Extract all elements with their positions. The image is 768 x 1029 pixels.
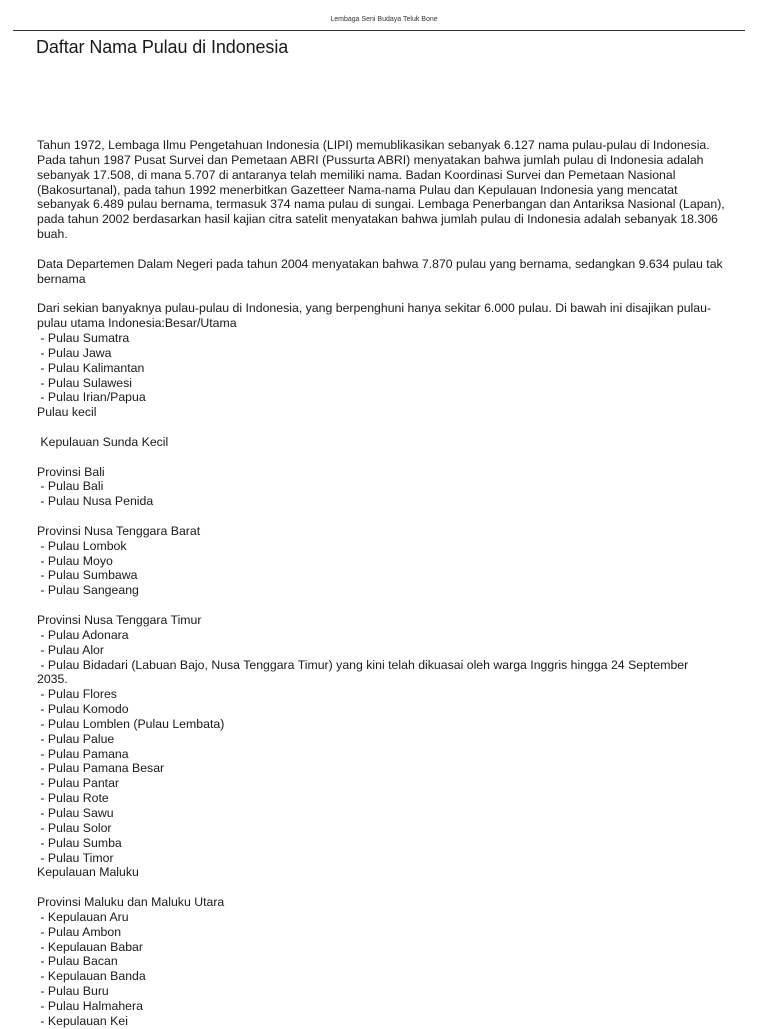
- list-item: - Pulau Rote: [37, 791, 109, 806]
- document-title: Daftar Nama Pulau di Indonesia: [36, 37, 289, 57]
- section-heading: 2035.: [37, 672, 68, 687]
- list-item: - Pulau Bacan: [37, 954, 118, 969]
- statistics-paragraph: Data Departemen Dalam Negeri pada tahun 2004 menyatakan bahwa 7.870 pulau yang bernama, sedangkan 9.634 pulau tak bernama: [37, 256, 723, 286]
- section-heading: Kepulauan Maluku: [37, 865, 139, 880]
- main-islands-intro: Dari sekian banyaknya pulau-pulau di Indonesia, yang berpenghuni hanya sekitar 6.000 pulau. Di bawah ini disajikan pulau-pulau utama Indonesia:Besar/Utama: [37, 301, 712, 331]
- list-item: - Pulau Nusa Penida: [37, 494, 154, 509]
- blank-line: [37, 880, 727, 895]
- list-item: - Kepulauan Babar: [37, 939, 143, 954]
- list-item: - Pulau Pantar: [37, 776, 120, 791]
- list-item: - Pulau Adonara: [37, 627, 129, 642]
- list-item: - Pulau Sumba: [37, 835, 122, 850]
- list-item: - Pulau Sumatra: [37, 330, 130, 345]
- section-heading: Kepulauan Sunda Kecil: [37, 434, 169, 449]
- list-item: - Pulau Alor: [37, 642, 104, 657]
- document-body: [37, 138, 727, 1029]
- list-item: - Kepulauan Aru: [37, 909, 129, 924]
- list-item: - Pulau Kalimantan: [37, 360, 145, 375]
- list-item: - Pulau Timor: [37, 850, 114, 865]
- list-item: - Pulau Palue: [37, 731, 115, 746]
- list-item: - Pulau Solor: [37, 820, 112, 835]
- list-item: - Pulau Jawa: [37, 345, 112, 360]
- list-item: - Kepulauan Kei: [37, 1013, 128, 1028]
- list-item: - Pulau Halmahera: [37, 998, 143, 1013]
- list-item: - Pulau Bali: [37, 479, 104, 494]
- list-item: - Pulau Sulawesi: [37, 375, 133, 390]
- blank-line: [37, 420, 727, 435]
- list-item: - Pulau Lombok: [37, 538, 127, 553]
- list-item: - Pulau Moyo: [37, 553, 113, 568]
- list-item: - Pulau Bidadari (Labuan Bajo, Nusa Tenggara Timur) yang kini telah dikuasai oleh warga Inggris hingga 24 September: [37, 657, 689, 672]
- list-item: - Pulau Sawu: [37, 805, 114, 820]
- section-heading: Provinsi Maluku dan Maluku Utara: [37, 895, 225, 910]
- list-item: - Pulau Sangeang: [37, 583, 139, 598]
- section-heading: Provinsi Nusa Tenggara Timur: [37, 613, 202, 627]
- intro-paragraph: Tahun 1972, Lembaga Ilmu Pengetahuan Indonesia (LIPI) memublikasikan sebanyak 6.127 nama pulau-pulau di Indonesia. Pada tahun 1987 Pusat Survei dan Pemetaan ABRI (Pussurta ABRI) menyatakan bahwa jumlah pulau di Indonesia adalah sebanyak 17.508, di mana 5.707 di antaranya telah memiliki nama. Badan Koordinasi Survei dan Pemetaan Nasional (Bakosurtanal), pada tahun 1992 menerbitkan Gazetteer Nama-nama Pulau dan Kepulauan Indonesia yang mencatat sebanyak 6.489 pulau bernama, termasuk 374 nama pulau di sungai. Lembaga Penerbangan dan Antariksa Nasional (Lapan), pada tahun 2002 berdasarkan hasil kajian citra satelit menyatakan bahwa jumlah pulau di Indonesia adalah sebanyak 18.306 buah.: [37, 138, 725, 242]
- blank-line: [37, 509, 727, 524]
- list-item: - Pulau Ambon: [37, 924, 122, 939]
- section-heading: Provinsi Bali: [37, 464, 105, 479]
- island-list: [37, 331, 727, 1029]
- blank-line: [37, 450, 727, 465]
- section-heading: Pulau kecil: [37, 405, 97, 420]
- list-item: - Pulau Buru: [37, 984, 109, 999]
- header-divider: [13, 30, 745, 31]
- list-item: - Kepulauan Banda: [37, 969, 146, 984]
- section-heading: Provinsi Nusa Tenggara Barat: [37, 523, 201, 538]
- list-item: - Pulau Pamana: [37, 746, 129, 761]
- list-item: - Pulau Pamana Besar: [37, 761, 165, 776]
- list-item: - Pulau Irian/Papua: [37, 390, 146, 405]
- list-item: - Pulau Sumbawa: [37, 568, 138, 583]
- blank-line: [37, 598, 727, 613]
- page-header-publisher: Lembaga Seni Budaya Teluk Bone: [330, 16, 438, 23]
- list-item: - Pulau Flores: [37, 687, 117, 702]
- list-item: - Pulau Lomblen (Pulau Lembata): [37, 716, 225, 731]
- list-item: - Pulau Komodo: [37, 702, 129, 717]
